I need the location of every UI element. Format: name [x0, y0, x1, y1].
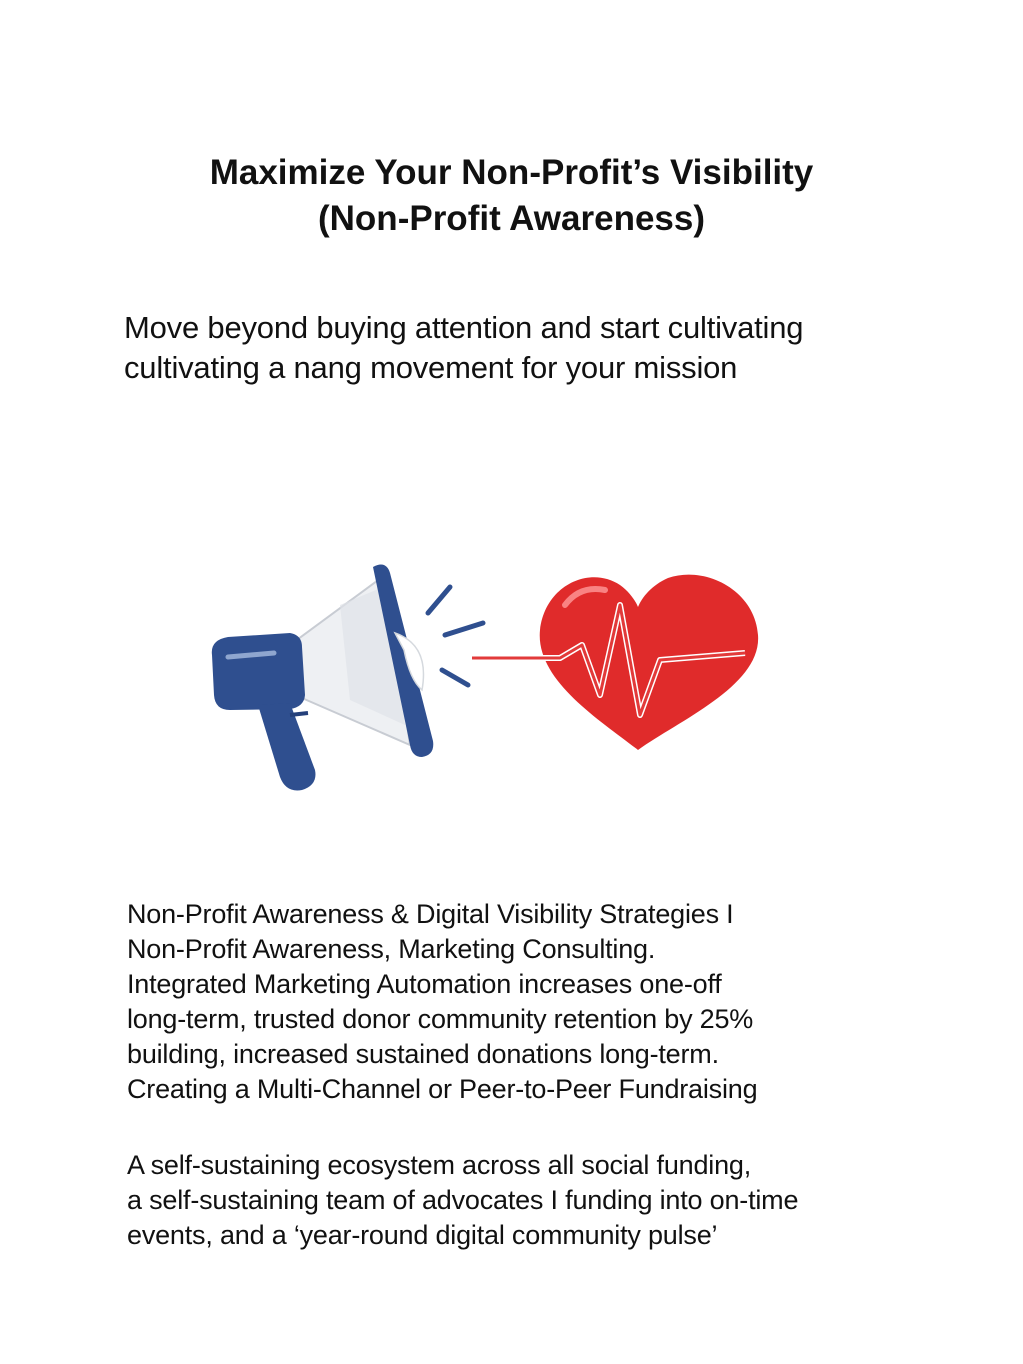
- strategy-paragraph: [127, 897, 757, 1107]
- strategy-line-3: Integrated Marketing Automation increases one-off: [127, 969, 722, 999]
- ecosystem-line-3: events, and a ‘year-round digital community pulse’: [127, 1220, 718, 1250]
- strategy-line-5: building, increased sustained donations long-term.: [127, 1039, 719, 1069]
- heartbeat-heart-icon: [472, 575, 758, 750]
- subheading: [124, 308, 984, 388]
- ecosystem-line-2: a self-sustaining team of advocates I funding into on-time: [127, 1185, 799, 1215]
- strategy-line-6: Creating a Multi-Channel or Peer-to-Peer Fundraising: [127, 1074, 758, 1104]
- strategy-line-1: Non-Profit Awareness & Digital Visibility Strategies I: [127, 899, 734, 929]
- page-title: [0, 150, 1023, 242]
- subheading-line-2: cultivating a nang movement for your mission: [124, 350, 738, 385]
- ecosystem-line-1: A self-sustaining ecosystem across all social funding,: [127, 1150, 752, 1180]
- strategy-line-2: Non-Profit Awareness, Marketing Consulting.: [127, 934, 656, 964]
- strategy-line-4: long-term, trusted donor community retention by 25%: [127, 1004, 754, 1034]
- awareness-illustration: [190, 545, 790, 805]
- page-title-line-2: (Non-Profit Awareness): [318, 199, 705, 238]
- ecosystem-paragraph: [127, 1148, 798, 1253]
- subheading-line-1: Move beyond buying attention and start cultivating: [124, 310, 804, 345]
- megaphone-icon: [212, 565, 483, 791]
- page-title-line-1: Maximize Your Non-Profit’s Visibility: [209, 153, 814, 192]
